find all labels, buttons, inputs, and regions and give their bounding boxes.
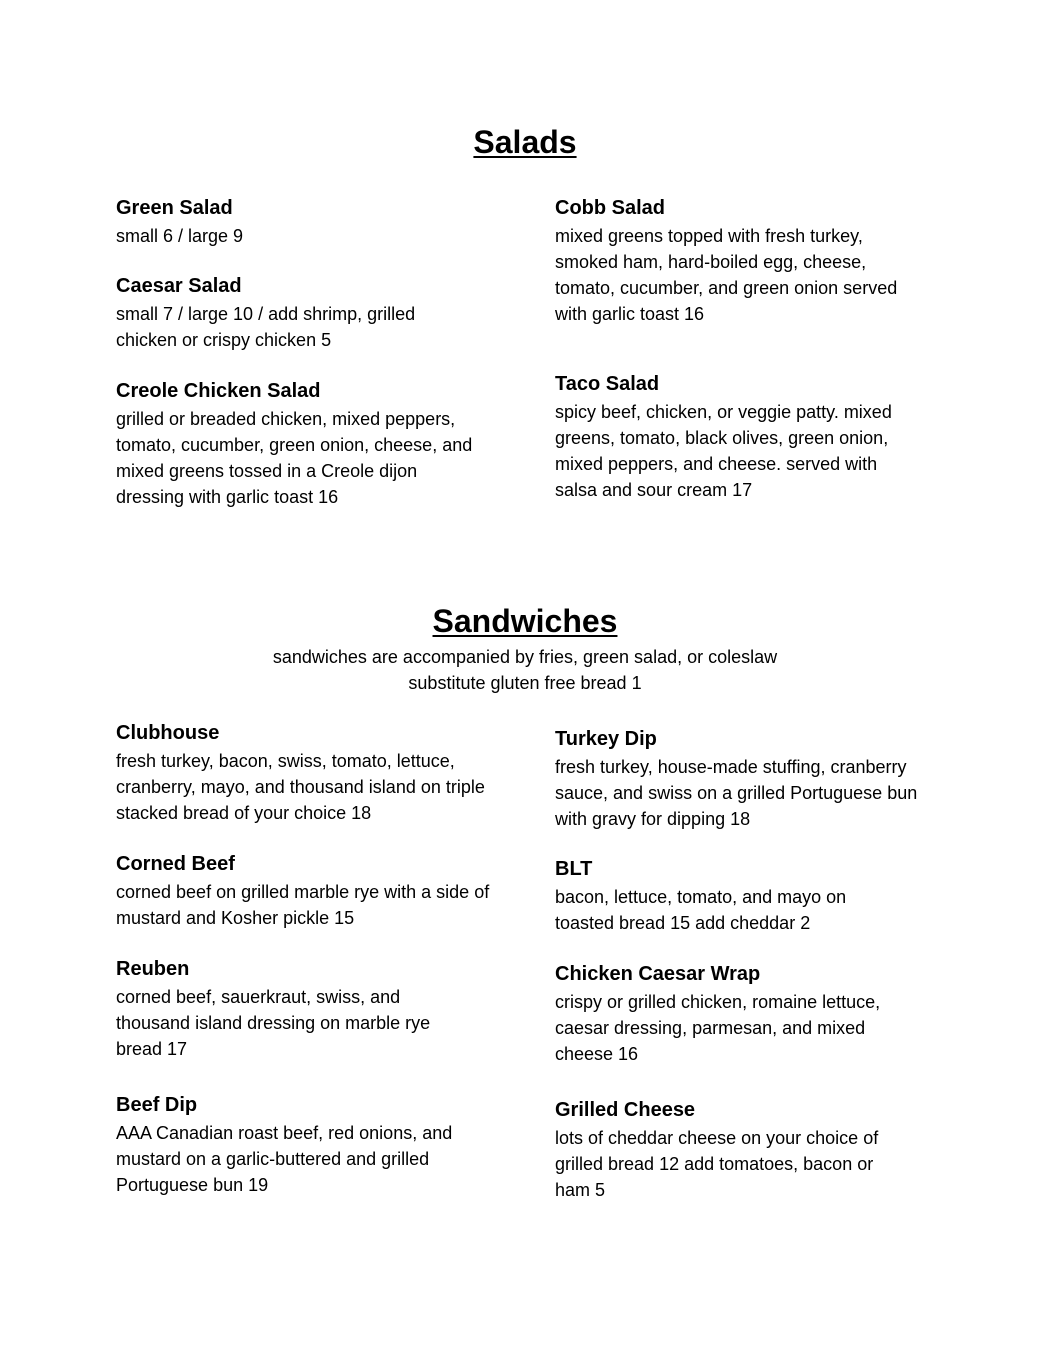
menu-item-corned-beef [116, 851, 506, 931]
item-name: Beef Dip [116, 1094, 198, 1116]
item-description: lots of cheddar cheese on your choice of grilled bread 12 add tomatoes, bacon or ham 5 [555, 1128, 879, 1200]
item-description: small 6 / large 9 [116, 226, 244, 246]
menu-item-clubhouse [116, 720, 506, 826]
menu-item-caesar-salad [116, 273, 506, 353]
item-name: Creole Chicken Salad [116, 380, 321, 402]
item-name: Green Salad [116, 197, 233, 219]
item-name: Turkey Dip [555, 728, 657, 750]
salads-heading: Salads [473, 124, 577, 160]
item-description: corned beef, sauerkraut, swiss, and thousand island dressing on marble rye bread 17 [116, 987, 431, 1059]
menu-item-beef-dip [116, 1092, 506, 1198]
sandwiches-note: sandwiches are accompanied by fries, green salad, or coleslaw [272, 647, 778, 667]
item-description: spicy beef, chicken, or veggie patty. mixed greens, tomato, black olives, green onion, mixed peppers, and cheese. served with salsa and sour cream 17 [555, 402, 892, 500]
gluten-free-note: substitute gluten free bread 1 [408, 673, 642, 693]
menu-item-grilled-cheese [555, 1097, 945, 1203]
item-description: fresh turkey, bacon, swiss, tomato, lettuce, cranberry, mayo, and thousand island on triple stacked bread of your choice 18 [116, 751, 485, 823]
menu-item-turkey-dip [555, 726, 945, 832]
item-name: Clubhouse [116, 722, 220, 744]
item-description: AAA Canadian roast beef, red onions, and mustard on a garlic-buttered and grilled Portuguese bun 19 [116, 1123, 453, 1195]
menu-item-chicken-caesar-wrap [555, 961, 945, 1067]
menu-item-reuben [116, 956, 506, 1062]
menu-item-taco-salad [555, 371, 945, 503]
item-name: Grilled Cheese [555, 1099, 696, 1121]
item-name: Chicken Caesar Wrap [555, 963, 761, 985]
item-name: BLT [555, 858, 593, 880]
item-name: Taco Salad [555, 373, 660, 395]
item-description: fresh turkey, house-made stuffing, cranberry sauce, and swiss on a grilled Portuguese bun with gravy for dipping 18 [555, 757, 918, 829]
item-description: corned beef on grilled marble rye with a side of mustard and Kosher pickle 15 [116, 882, 490, 928]
item-description: grilled or breaded chicken, mixed peppers, tomato, cucumber, green onion, cheese, and mixed greens tossed in a Creole dijon dressing with garlic toast 16 [116, 409, 473, 507]
sandwiches-heading: Sandwiches [432, 603, 618, 639]
item-name: Cobb Salad [555, 197, 666, 219]
item-description: bacon, lettuce, tomato, and mayo on toasted bread 15 add cheddar 2 [555, 887, 847, 933]
item-name: Caesar Salad [116, 275, 242, 297]
menu-item-blt [555, 856, 945, 936]
item-name: Reuben [116, 958, 190, 980]
item-description: mixed greens topped with fresh turkey, smoked ham, hard-boiled egg, cheese, tomato, cucumber, and green onion served with garlic toast 16 [555, 226, 898, 324]
menu-item-cobb-salad [555, 195, 945, 327]
menu-item-creole-chicken-salad [116, 378, 506, 510]
item-description: small 7 / large 10 / add shrimp, grilled chicken or crispy chicken 5 [116, 304, 416, 350]
item-name: Corned Beef [116, 853, 235, 875]
item-description: crispy or grilled chicken, romaine lettuce, caesar dressing, parmesan, and mixed cheese 16 [555, 992, 881, 1064]
menu-item-green-salad [116, 195, 506, 249]
